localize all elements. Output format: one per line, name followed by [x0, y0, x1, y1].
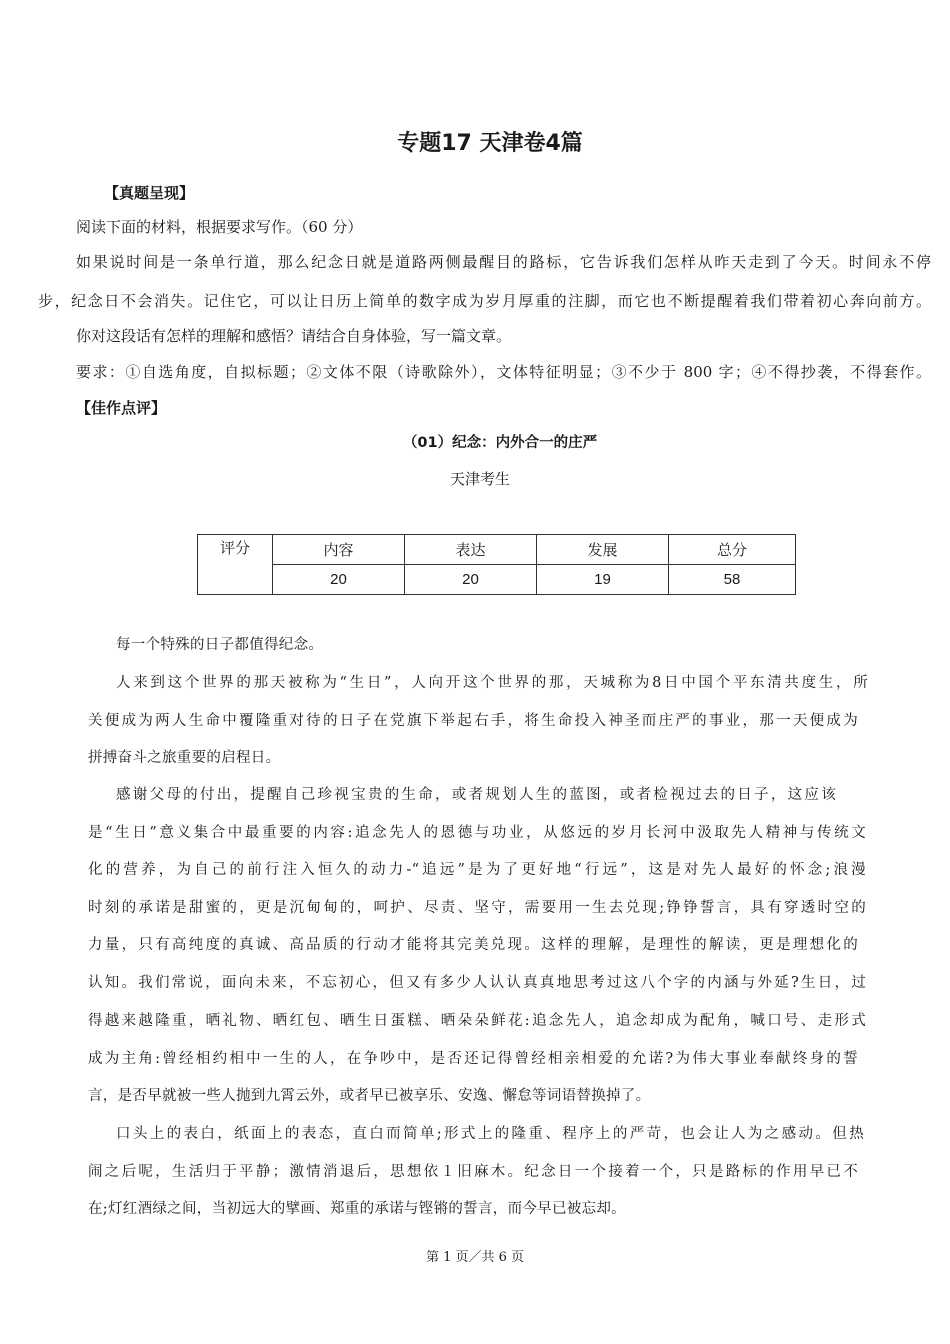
essay-paragraph-line: 关便成为两人生命中覆隆重对待的日子在党旗下举起右手，将生命投入神圣而庄严的事业，那一天便成为 — [88, 713, 858, 729]
prompt-intro: 阅读下面的材料，根据要求写作。（60 分） — [76, 218, 363, 236]
prompt-line: 如果说时间是一条单行道，那么纪念日就是道路两侧最醒目的路标，它告诉我们怎样从昨天走到了今天。时间永不停 — [76, 253, 931, 271]
essay-author: 天津考生 — [449, 470, 510, 488]
essay-paragraph-line: 时刻的承诺是甜蜜的，更是沉甸甸的，呵护、尽责、坚守，需要用一生去兑现;铮铮誓言，具有穿透时空的 — [88, 900, 866, 916]
essay-paragraph-line: 拼搏奋斗之旅重要的启程日。 — [88, 750, 281, 766]
essay-paragraph-line: 得越来越隆重，晒礼物、晒红包、晒生日蛋糕、晒朵朵鲜花:追念先人，追念却成为配角，喊口号、走形式 — [88, 1013, 866, 1029]
essay-paragraph-line: 口头上的表白，纸面上的表态，直白而简单;形式上的隆重、程序上的严苛，也会让人为之感动。但热 — [116, 1126, 864, 1142]
score-value: 20 — [273, 565, 405, 595]
essay-paragraph-line: 力量，只有高纯度的真诚、高品质的行动才能将其完美兑现。这样的理解，是理性的解读，更是理想化的 — [88, 937, 858, 953]
score-header: 发展 — [537, 535, 669, 565]
essay-paragraph-line: 每一个特殊的日子都值得纪念。 — [116, 637, 324, 653]
score-value: 20 — [405, 565, 537, 595]
essay-paragraph-line: 言，是否早就被一些人抛到九霄云外，或者早已被享乐、安逸、懈怠等词语替换掉了。 — [88, 1088, 651, 1104]
score-value: 19 — [537, 565, 669, 595]
essay-paragraph-line: 认知。我们常说，面向未来，不忘初心，但又有多少人认认真真地思考过这八个字的内涵与外延?生日，过 — [88, 975, 866, 991]
prompt-line: 步，纪念日不会消失。记住它，可以让日历上简单的数字成为岁月厚重的注脚，而它也不断提醒着我们带着初心奔向前方。 — [38, 292, 931, 310]
essay-paragraph-line: 化的营养，为自己的前行注入恒久的动力-“追远”是为了更好地“行远”，这是对先人最好的怀念;浪漫 — [88, 862, 866, 878]
score-value: 58 — [669, 565, 796, 595]
score-header: 内容 — [273, 535, 405, 565]
score-table — [197, 534, 796, 595]
score-header: 表达 — [405, 535, 537, 565]
section-heading-real-exam: 【真题呈现】 — [104, 184, 195, 202]
essay-paragraph-line: 是“生日”意义集合中最重要的内容:追念先人的恩德与功业，从悠远的岁月长河中汲取先人精神与传统文 — [88, 825, 866, 841]
essay-paragraph-line: 感谢父母的付出，提醒自己珍视宝贵的生命，或者规划人生的蓝图，或者检视过去的日子，这应该 — [116, 787, 836, 803]
section-heading-essay-review: 【佳作点评】 — [76, 399, 167, 417]
prompt-requirements: 要求：①自选角度，自拟标题；②文体不限（诗歌除外），文体特征明显；③不少于 800 字；④不得抄袭，不得套作。 — [76, 363, 931, 381]
essay-paragraph-line: 在;灯红酒绿之间，当初远大的擘画、郑重的承诺与铿锵的誓言，而今早已被忘却。 — [88, 1201, 626, 1217]
prompt-line: 你对这段话有怎样的理解和感悟？请结合自身体验，写一篇文章。 — [76, 327, 512, 345]
essay-paragraph-line: 人来到这个世界的那天被称为“生日”，人向开这个世界的那，天城称为8日中国个平东清共度生，所 — [116, 675, 868, 691]
page-title: 专题17 天津卷4篇 — [397, 131, 583, 156]
score-header: 总分 — [669, 535, 796, 565]
essay-paragraph-line: 成为主角:曾经相约相中一生的人，在争吵中，是否还记得曾经相亲相爱的允诺?为伟大事业奉献终身的誓 — [88, 1051, 858, 1067]
essay-title: （01）纪念：内外合一的庄严 — [402, 435, 598, 451]
page-footer: 第 1 页／共 6 页 — [425, 1250, 525, 1265]
essay-paragraph-line: 闹之后呢，生活归于平静；激情消退后，思想依１旧麻木。纪念日一个接着一个，只是路标的作用早已不 — [88, 1164, 858, 1180]
score-row-label: 评分 — [198, 535, 273, 595]
